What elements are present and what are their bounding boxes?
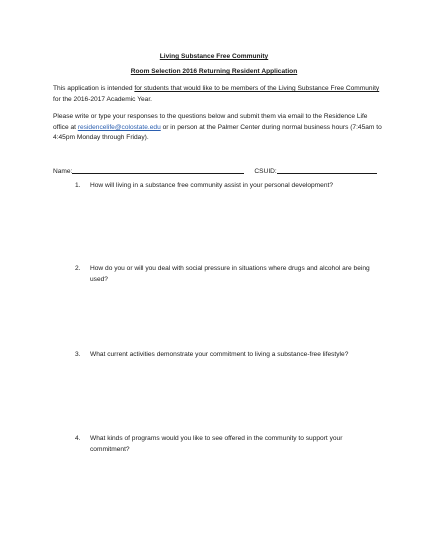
question-number: 1. [75, 182, 81, 189]
question-text: What kinds of programs would you like to see offered in the community to support your commitment? [90, 435, 343, 453]
csuid-label: CSUID: [254, 168, 277, 175]
question-number: 4. [75, 435, 81, 442]
document-subtitle: Room Selection 2016 Returning Resident Application [130, 68, 298, 75]
question-item [75, 181, 375, 192]
question-item [75, 350, 375, 361]
identity-row [53, 166, 383, 175]
question-text: How do you or will you deal with social pressure in situations where drugs and alcohol are being used? [90, 265, 370, 283]
intro-paragraph [53, 84, 383, 105]
intro-suffix: for the 2016-2017 Academic Year. [53, 95, 152, 103]
question-item [75, 264, 375, 285]
intro-emphasis: for students that would like to be members of the Living Substance Free Community [134, 85, 380, 92]
question-text: How will living in a substance free community assist in your personal development? [90, 182, 333, 189]
name-field[interactable] [72, 166, 244, 174]
intro-prefix: This application is intended [53, 85, 135, 92]
instructions-suffix: or in person at the Palmer Center during normal business hours (7:45am to 4:45pm Monday through Friday). [53, 123, 382, 141]
question-number: 3. [75, 351, 81, 358]
instructions-paragraph [53, 112, 383, 144]
csuid-field[interactable] [277, 166, 377, 174]
question-number: 2. [75, 265, 81, 272]
question-item [75, 434, 375, 455]
document-title: Living Substance Free Community [159, 53, 269, 60]
question-text: What current activities demonstrate your commitment to living a substance-free lifestyle? [90, 351, 349, 358]
instructions-prefix: Please write or type your responses to the questions below and submit them via email to the Residence Life office at [53, 113, 368, 131]
email-link[interactable]: residencelife@colostate.edu [77, 123, 161, 131]
name-label: Name: [53, 168, 73, 175]
